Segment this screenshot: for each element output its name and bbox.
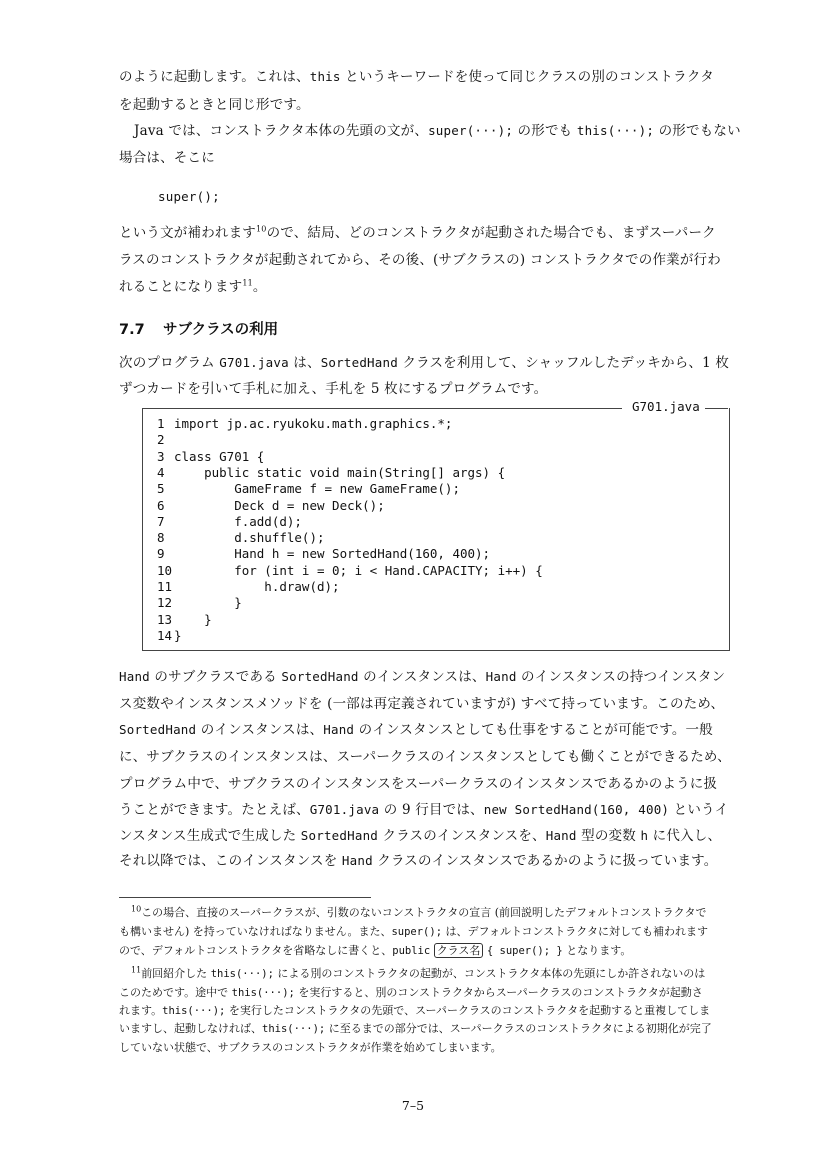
line-number: 1 [157,416,165,431]
text: れることになります [119,279,243,295]
display-code: super(); [158,189,220,204]
text: このためです。途中で [119,986,232,999]
text: クラスのインスタンスを、 [378,828,546,844]
text: のインスタンスは、 [358,669,486,685]
text: 前回紹介した [141,967,211,980]
text: という文が補われます [119,225,256,241]
code-text: } [174,595,242,611]
text: れます。 [119,1004,163,1017]
body-line [119,354,729,372]
text: のインスタンスとしても仕事をすることが可能です。一般 [354,722,713,738]
code-text: d.shuffle(); [174,530,325,546]
code-line [157,563,543,579]
inline-code: super(···); [428,123,514,138]
inline-code: Hand [341,853,373,868]
text: による別のコンストラクタの起動が、コンストラクタ本体の先頭にしか許されないのは [273,967,706,980]
inline-code: SortedHand [320,355,398,370]
footnote-rule [119,897,371,898]
text: ので、デフォルトコンストラクタを省略なしに書くと、 [119,944,393,957]
text: うことができます。たとえば、 [119,802,310,818]
code-text: public static void main(String[] args) { [174,464,506,480]
body-line [119,68,714,86]
body-line [134,122,741,140]
inline-code: Hand [323,722,355,737]
page-number: 7–5 [401,1098,425,1113]
code-line [157,579,340,595]
inline-code: new SortedHand(160, 400) [483,802,670,817]
inline-code: public [392,945,431,957]
code-line [157,612,212,628]
code-line [157,432,174,448]
code-listing-filename: G701.java [632,399,700,414]
line-number: 8 [157,530,165,546]
section-title: サブクラスの利用 [163,322,279,338]
code-text: for (int i = 0; i < Hand.CAPACITY; i++) { [174,562,543,578]
code-text: h.draw(d); [174,579,340,594]
inline-code: Hand [485,669,517,684]
line-number: 10 [157,562,173,578]
line-number: 2 [157,432,165,448]
body-line [119,149,215,167]
text: を起動するときと同じ形です。 [119,97,310,113]
footnote-line [119,1040,502,1055]
code-text: GameFrame f = new GameFrame(); [174,481,460,497]
line-number: 11 [157,579,173,594]
footnote-line [119,1021,712,1037]
code-text: import jp.ac.ryukoku.math.graphics.*; [174,416,453,431]
text: に至るまでの部分では、スーパークラスのコンストラクタによる初期化が完了 [325,1022,712,1035]
text: クラスのインスタンスであるかのように扱っています。 [372,853,718,869]
body-line [119,775,717,793]
text: いますし、起動しなければ、 [119,1022,262,1035]
body-line [119,721,713,739]
inline-code: SortedHand [119,722,197,737]
footnote-line [119,943,631,959]
text: それ以降では、このインスタンスを [119,853,342,869]
section-heading [119,318,278,339]
inline-code: Hand [119,669,150,684]
code-text: Deck d = new Deck(); [174,497,385,513]
inline-code: G701.java [309,802,380,817]
text: ずつカードを引いて手札に加え、手札を 5 枚にするプログラムです。 [119,381,548,397]
text: ので、結局、どのコンストラクタが起動された場合でも、まずスーパーク [266,225,716,241]
text: の形でも [513,123,577,139]
line-number: 12 [157,595,173,611]
text: の形でもない [654,123,741,139]
code-text: f.add(d); [174,513,302,529]
inline-code: this(···); [210,968,274,980]
code-text: class G701 { [174,448,265,464]
inline-code: SortedHand [300,828,379,843]
text: 。 [252,279,267,295]
code-text: } [174,627,182,643]
code-text: } [174,611,212,627]
inline-code: this(···); [231,987,295,999]
footnote-mark: 10 [131,904,142,914]
boxed-placeholder: クラス名 [434,943,484,958]
footnote-ref: 10 [256,224,267,234]
code-line [157,498,385,514]
body-line [119,251,721,269]
text: 型の変数 [576,828,641,844]
inline-code: Hand [545,828,577,843]
text: していない状態で、サブクラスのコンストラクタが作業を始めてしまいます。 [119,1041,502,1054]
body-line [119,278,267,296]
code-line [157,449,264,465]
text: に代入し、 [648,828,722,844]
inline-code: this(···); [262,1023,326,1035]
text: のように起動します。これは、 [119,69,310,85]
line-number: 7 [157,513,165,529]
text: に、サブクラスのインスタンスは、スーパークラスのインスタンスとしても働くことができるため、 [119,749,731,765]
text: のサブクラスである [149,669,282,685]
line-number: 4 [157,464,165,480]
code-line [157,546,490,562]
text: のインスタンスは、 [196,722,324,738]
body-line [119,380,547,398]
body-line [119,748,731,766]
text: を実行したコンストラクタの先頭で、スーパークラスのコンストラクタを起動すると重複してしま [225,1004,711,1017]
text: 場合は、そこに [119,150,215,166]
line-number: 3 [157,448,165,464]
section-number: 7.7 [119,322,145,338]
text: も構いません) を持っていなければなりません。また、 [119,925,392,938]
inline-code: this(···); [576,123,655,138]
body-line [119,852,718,870]
footnote-line [131,966,705,982]
inline-code: h [640,828,649,843]
code-line [157,595,242,611]
inline-code: super(); [391,926,443,938]
code-line [157,530,325,546]
line-number: 9 [157,546,165,562]
text: プログラム中で、サブクラスのインスタンスをスーパークラスのインスタンスであるかのように扱 [119,776,718,792]
text: のインスタンスの持つインスタン [516,669,726,685]
text: クラスを利用して、シャッフルしたデッキから、1 枚 [397,355,730,371]
footnote-line [131,905,706,920]
code-line [157,465,505,481]
body-line [119,224,716,242]
text: この場合、直接のスーパークラスが、引数のないコンストラクタの宣言 (前回説明したデフォルトコンストラクタで [141,906,707,919]
inline-code: G701.java [219,355,289,370]
body-line [119,801,728,819]
footnote-line [119,1003,710,1019]
footnote-ref: 11 [242,278,253,288]
text: となります。 [562,944,632,957]
footnote-line [119,985,703,1001]
body-line [119,695,724,713]
code-line [157,514,302,530]
text: というイ [669,802,729,818]
body-line [119,827,721,845]
text: の 9 行目では、 [379,802,484,818]
inline-code: this [309,69,341,84]
footnote-mark: 11 [131,965,142,975]
text: は、 [288,355,321,371]
code-line [157,416,452,432]
line-number: 14 [157,627,173,643]
line-number: 13 [157,611,173,627]
code-text: Hand h = new SortedHand(160, 400); [174,546,491,562]
text: を実行すると、別のコンストラクタからスーパークラスのコンストラクタが起動さ [294,986,703,999]
line-number: 5 [157,481,165,497]
text: Java では、コンストラクタ本体の先頭の文が、 [134,123,429,139]
text: は、デフォルトコンストラクタに対しても補われます [442,925,708,938]
text: ンスタンス生成式で生成した [119,828,301,844]
footnote-line [119,924,708,940]
code-line [157,628,182,644]
inline-code: { super(); } [486,945,563,957]
inline-code: SortedHand [281,669,359,684]
text: 次のプログラム [119,355,220,371]
text: ラスのコンストラクタが起動されてから、その後、(サブクラスの) コンストラクタでの作業が行わ [119,252,721,268]
body-line [119,96,310,114]
line-number: 6 [157,497,165,513]
text: ス変数やインスタンスメソッドを (一部は再定義されていますが) すべて持っています。このため、 [119,696,725,712]
body-line [119,668,725,686]
code-line [157,481,460,497]
inline-code: this(···); [162,1005,226,1017]
text: というキーワードを使って同じクラスの別のコンストラクタ [340,69,714,85]
